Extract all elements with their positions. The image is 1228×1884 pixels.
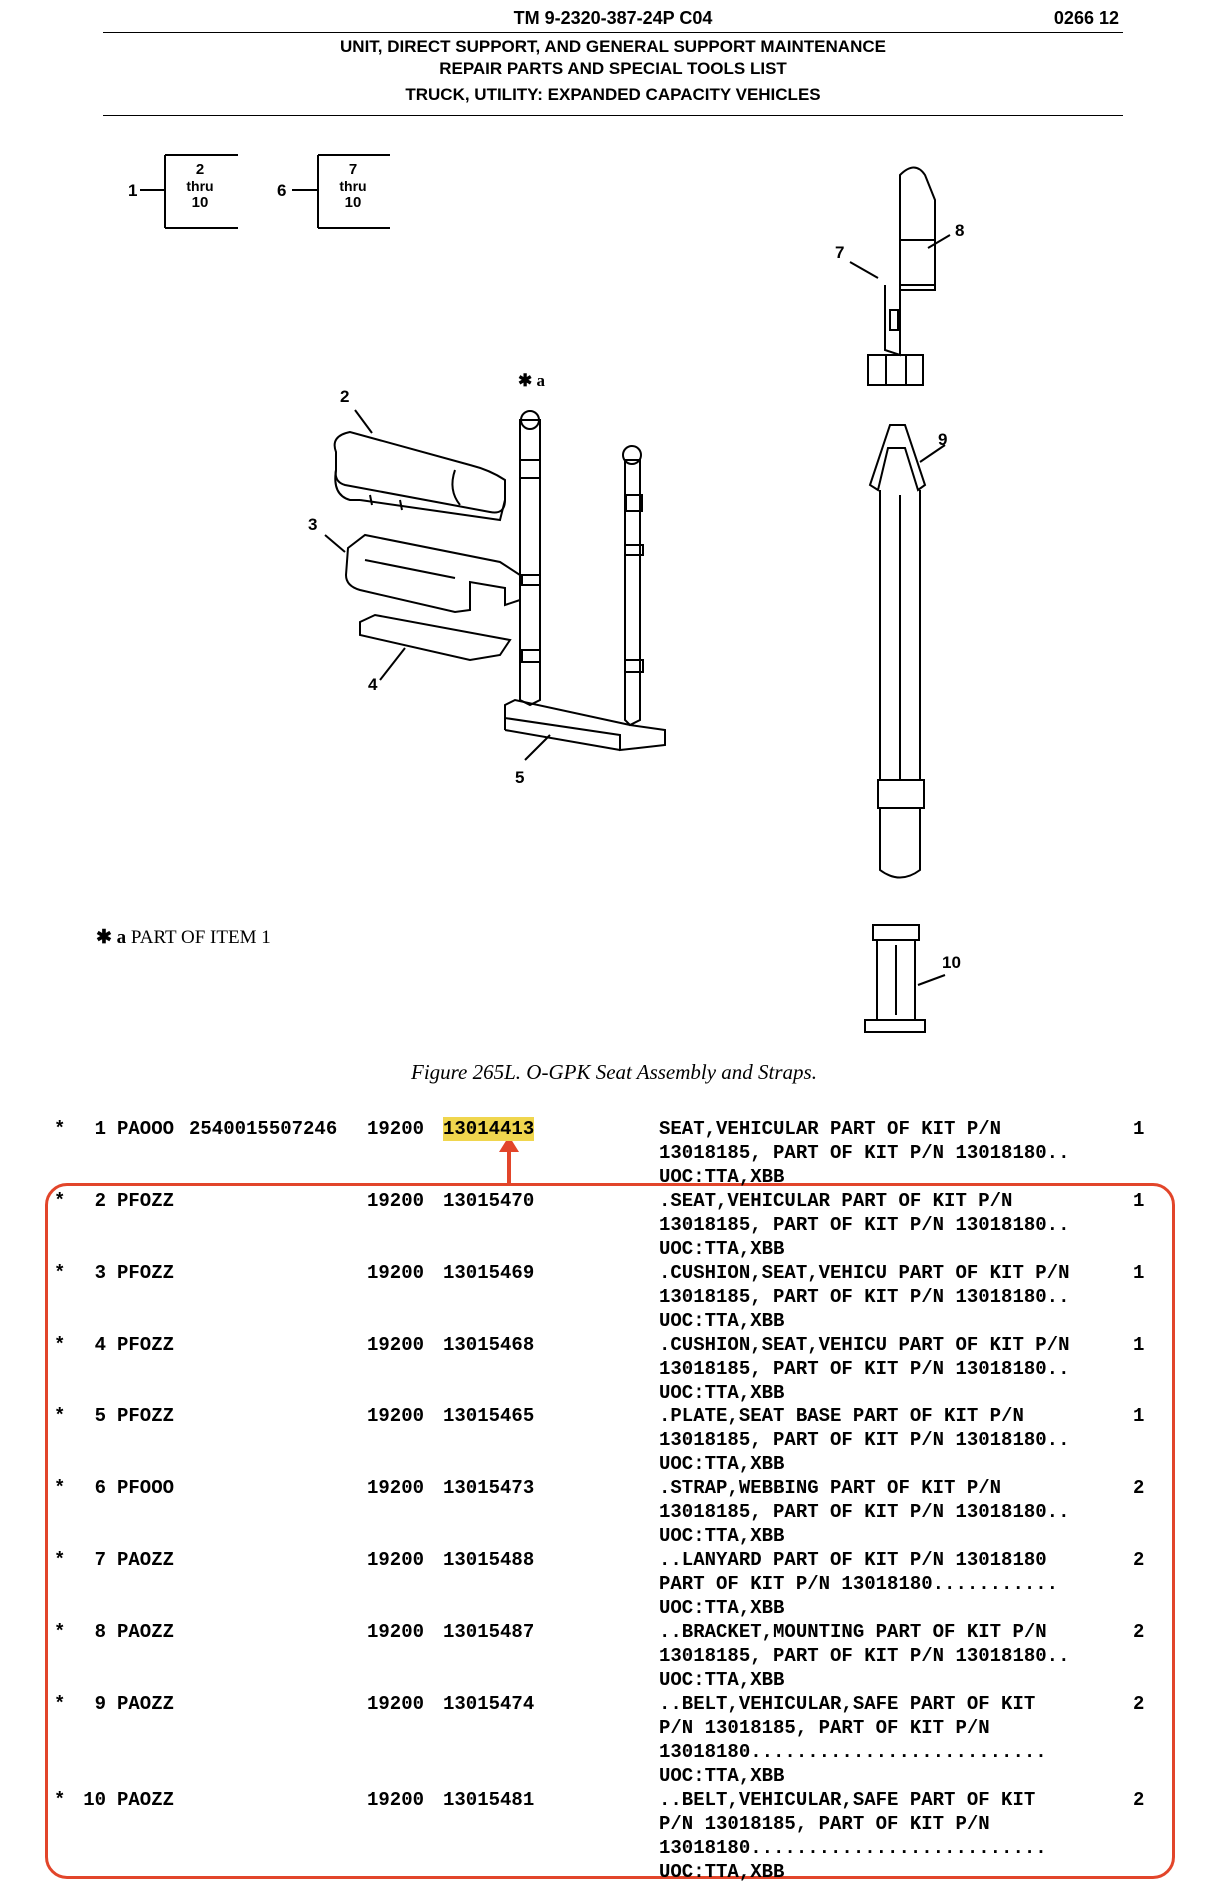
seat-top-drawing	[335, 432, 505, 520]
row-item-number: 1	[94, 1118, 106, 1140]
row-description: .CUSHION,SEAT,VEHICU PART OF KIT P/N 13018185, PART OF KIT P/N 13018180.. UOC:TTA,XBB	[659, 1334, 1070, 1404]
row-star: *	[54, 1621, 66, 1643]
title-line-2: REPAIR PARTS AND SPECIAL TOOLS LIST	[439, 59, 787, 78]
callout-7: 7	[835, 243, 845, 262]
row-smr-code: PFOZZ	[117, 1190, 175, 1212]
row-description: .STRAP,WEBBING PART OF KIT P/N 13018185, PART OF KIT P/N 13018180.. UOC:TTA,XBB	[659, 1477, 1070, 1547]
row-cage: 19200	[367, 1405, 425, 1427]
row-star: *	[54, 1693, 66, 1715]
locator-parent-1: 1	[128, 181, 138, 200]
leader-lines	[325, 235, 950, 985]
row-smr-code: PFOZZ	[117, 1334, 175, 1356]
row-description: ..BELT,VEHICULAR,SAFE PART OF KIT P/N 13018185, PART OF KIT P/N 13018180.......................... UOC:TTA,XBB	[659, 1693, 1047, 1787]
row-qty: 1	[1133, 1262, 1145, 1284]
row-description: .CUSHION,SEAT,VEHICU PART OF KIT P/N 13018185, PART OF KIT P/N 13018180.. UOC:TTA,XBB	[659, 1262, 1070, 1332]
row-qty: 2	[1133, 1477, 1145, 1499]
row-item-number: 8	[94, 1621, 106, 1643]
row-description: .PLATE,SEAT BASE PART OF KIT P/N 13018185, PART OF KIT P/N 13018180.. UOC:TTA,XBB	[659, 1405, 1070, 1475]
note-symbol: ✱ a	[96, 927, 127, 948]
row-item-number: 4	[94, 1334, 106, 1356]
row-smr-code: PFOZZ	[117, 1405, 175, 1427]
row-smr-code: PAOZZ	[117, 1693, 175, 1715]
callout-8: 8	[955, 221, 965, 240]
row-smr-code: PFOOO	[117, 1477, 175, 1499]
row-item-number: 9	[94, 1693, 106, 1715]
row-star: *	[54, 1262, 66, 1284]
row-qty: 2	[1133, 1549, 1145, 1571]
page-number: 0266 12	[1053, 8, 1119, 28]
row-star: *	[54, 1190, 66, 1212]
row-part-number-highlighted: 13014413	[443, 1118, 535, 1140]
row-description: SEAT,VEHICULAR PART OF KIT P/N 13018185, PART OF KIT P/N 13018180.. UOC:TTA,XBB	[659, 1118, 1070, 1188]
row-cage: 19200	[367, 1621, 425, 1643]
row-cage: 19200	[367, 1789, 425, 1811]
locator-box-1-label: 2 thru 10	[186, 161, 214, 211]
title-line-1: UNIT, DIRECT SUPPORT, AND GENERAL SUPPORT MAINTENANCE	[340, 37, 886, 56]
row-qty: 2	[1133, 1693, 1145, 1715]
lanyard-drawing	[868, 168, 935, 386]
callout-star-a: ✱ a	[518, 371, 545, 390]
callout-9: 9	[938, 430, 948, 449]
note-text: PART OF ITEM 1	[130, 927, 271, 948]
figure-note	[96, 926, 271, 949]
row-item-number: 6	[94, 1477, 106, 1499]
row-smr-code: PAOZZ	[117, 1549, 175, 1571]
row-cage: 19200	[367, 1118, 425, 1140]
row-star: *	[54, 1118, 66, 1140]
row-star: *	[54, 1334, 66, 1356]
row-cage: 19200	[367, 1262, 425, 1284]
row-qty: 1	[1133, 1405, 1145, 1427]
row-part-number: 13015474	[443, 1693, 535, 1715]
strap-left-drawing	[520, 411, 540, 705]
callout-2: 2	[340, 387, 350, 406]
row-star: *	[54, 1549, 66, 1571]
row-star: *	[54, 1789, 66, 1811]
belt-drawing	[870, 425, 925, 878]
row-item-number: 7	[94, 1549, 106, 1571]
locator-box-2-label: 7 thru 10	[339, 161, 367, 211]
row-smr-code: PAOZZ	[117, 1621, 175, 1643]
row-item-number: 3	[94, 1262, 106, 1284]
row-item-number: 2	[94, 1190, 106, 1212]
locator-parent-6: 6	[277, 181, 287, 200]
row-part-number: 13015488	[443, 1549, 535, 1571]
row-smr-code: PFOZZ	[117, 1262, 175, 1284]
row-item-number: 10	[83, 1789, 106, 1811]
row-qty: 1	[1133, 1190, 1145, 1212]
row-cage: 19200	[367, 1190, 425, 1212]
row-description: ..BRACKET,MOUNTING PART OF KIT P/N 13018185, PART OF KIT P/N 13018180.. UOC:TTA,XBB	[659, 1621, 1070, 1691]
row-cage: 19200	[367, 1549, 425, 1571]
figure-caption: Figure 265L. O-GPK Seat Assembly and Straps.	[411, 1060, 817, 1084]
row-nsn: 2540015507246	[189, 1118, 338, 1140]
strap-right-drawing	[623, 446, 643, 725]
row-star: *	[54, 1405, 66, 1427]
seat-pad-drawing	[360, 615, 510, 660]
row-star: *	[54, 1477, 66, 1499]
row-description: ..LANYARD PART OF KIT P/N 13018180 PART OF KIT P/N 13018180........... UOC:TTA,XBB	[659, 1549, 1059, 1619]
row-cage: 19200	[367, 1477, 425, 1499]
row-part-number: 13015481	[443, 1789, 535, 1811]
callout-4: 4	[368, 675, 378, 694]
row-part-number: 13015473	[443, 1477, 535, 1499]
row-part-number: 13015465	[443, 1405, 535, 1427]
tm-number: TM 9-2320-387-24P C04	[513, 8, 713, 28]
row-part-number: 13015470	[443, 1190, 535, 1212]
row-description: ..BELT,VEHICULAR,SAFE PART OF KIT P/N 13018185, PART OF KIT P/N 13018180.......................... UOC:TTA,XBB	[659, 1789, 1047, 1883]
row-qty: 1	[1133, 1334, 1145, 1356]
callout-10: 10	[942, 953, 961, 972]
callout-3: 3	[308, 515, 318, 534]
buckle-drawing	[865, 925, 925, 1032]
row-cage: 19200	[367, 1693, 425, 1715]
row-part-number: 13015469	[443, 1262, 535, 1284]
row-part-number: 13015487	[443, 1621, 535, 1643]
annotation-arrow-line	[507, 1150, 511, 1186]
row-smr-code: PAOZZ	[117, 1789, 175, 1811]
title-line-3: TRUCK, UTILITY: EXPANDED CAPACITY VEHICLES	[405, 85, 821, 104]
row-item-number: 5	[94, 1405, 106, 1427]
callout-5: 5	[515, 768, 525, 787]
seat-cushion-drawing	[346, 535, 520, 612]
row-smr-code: PAOOO	[117, 1118, 175, 1140]
row-qty: 2	[1133, 1789, 1145, 1811]
row-part-number: 13015468	[443, 1334, 535, 1356]
row-cage: 19200	[367, 1334, 425, 1356]
row-qty: 1	[1133, 1118, 1145, 1140]
row-description: .SEAT,VEHICULAR PART OF KIT P/N 13018185, PART OF KIT P/N 13018180.. UOC:TTA,XBB	[659, 1190, 1070, 1260]
row-qty: 2	[1133, 1621, 1145, 1643]
